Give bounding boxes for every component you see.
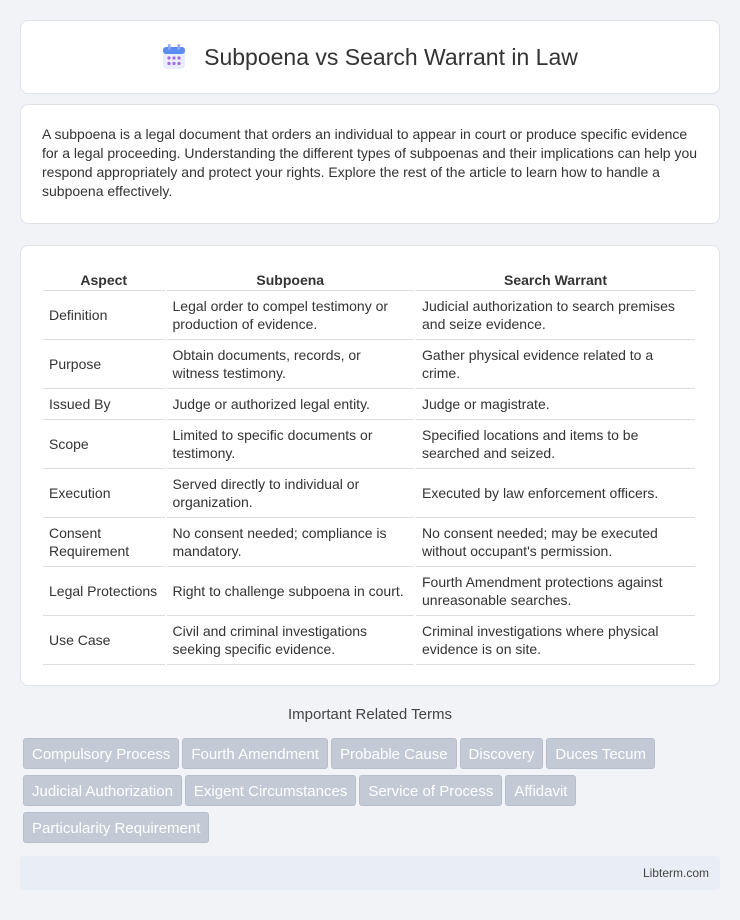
row-aspect: Scope (43, 419, 165, 468)
tag-particularity-requirement[interactable]: Particularity Requirement (23, 812, 209, 843)
table-row (43, 615, 695, 665)
table-row (43, 468, 695, 517)
footer (20, 856, 720, 890)
row-aspect: Consent Requirement (43, 517, 165, 566)
row-aspect: Purpose (43, 339, 165, 388)
row-subpoena: Right to challenge subpoena in court. (167, 566, 415, 615)
row-aspect: Use Case (43, 615, 165, 665)
related-terms-list (23, 738, 723, 849)
tag-exigent-circumstances[interactable]: Exigent Circumstances (185, 775, 356, 806)
row-subpoena: Obtain documents, records, or witness testimony. (167, 339, 415, 388)
row-search-warrant: No consent needed; may be executed without occupant's permission. (416, 517, 695, 566)
tag-judicial-authorization[interactable]: Judicial Authorization (23, 775, 182, 806)
row-aspect: Legal Protections (43, 566, 165, 615)
row-aspect: Execution (43, 468, 165, 517)
table-row (43, 419, 695, 468)
page-title: Subpoena vs Search Warrant in Law (204, 43, 578, 70)
tag-service-of-process[interactable]: Service of Process (359, 775, 502, 806)
row-search-warrant: Judicial authorization to search premises and seize evidence. (416, 290, 695, 339)
table-row (43, 566, 695, 615)
row-search-warrant: Gather physical evidence related to a crime. (416, 339, 695, 388)
tag-compulsory-process[interactable]: Compulsory Process (23, 738, 179, 769)
tag-affidavit[interactable]: Affidavit (505, 775, 576, 806)
row-subpoena: No consent needed; compliance is mandatory. (167, 517, 415, 566)
row-subpoena: Judge or authorized legal entity. (167, 388, 415, 419)
row-subpoena: Civil and criminal investigations seeking specific evidence. (167, 615, 415, 665)
tag-probable-cause[interactable]: Probable Cause (331, 738, 457, 769)
row-search-warrant: Criminal investigations where physical evidence is on site. (416, 615, 695, 665)
column-header-aspect: Aspect (80, 272, 128, 288)
table-row (43, 388, 695, 419)
footer-site-link[interactable]: Libterm.com (642, 866, 709, 880)
row-search-warrant: Specified locations and items to be searched and seized. (416, 419, 695, 468)
row-search-warrant: Fourth Amendment protections against unreasonable searches. (416, 566, 695, 615)
row-search-warrant: Judge or magistrate. (416, 388, 695, 419)
comparison-table (41, 266, 697, 665)
tag-fourth-amendment[interactable]: Fourth Amendment (182, 738, 328, 769)
row-subpoena: Legal order to compel testimony or production of evidence. (167, 290, 415, 339)
table-row (43, 517, 695, 566)
column-header-subpoena: Subpoena (256, 272, 325, 288)
comparison-card (20, 245, 720, 686)
row-subpoena: Limited to specific documents or testimony. (167, 419, 415, 468)
calendar-grid-icon (162, 44, 186, 70)
table-row (43, 339, 695, 388)
row-search-warrant: Executed by law enforcement officers. (416, 468, 695, 517)
tag-duces-tecum[interactable]: Duces Tecum (546, 738, 655, 769)
row-aspect: Issued By (43, 388, 165, 419)
intro-card (20, 104, 720, 224)
related-terms-title: Important Related Terms (288, 706, 452, 723)
header-card (20, 20, 720, 94)
tag-discovery[interactable]: Discovery (460, 738, 544, 769)
table-row (43, 290, 695, 339)
row-aspect: Definition (43, 290, 165, 339)
row-subpoena: Served directly to individual or organization. (167, 468, 415, 517)
column-header-search-warrant: Search Warrant (504, 272, 607, 288)
intro-text: A subpoena is a legal document that orders an individual to appear in court or produce specific evidence for a legal proceeding. Understanding the different types of subpoenas and their implications can help you respond appropriately and protect your rights. Explore the rest of the article to learn how to handle a subpoena effectively. (42, 126, 698, 199)
